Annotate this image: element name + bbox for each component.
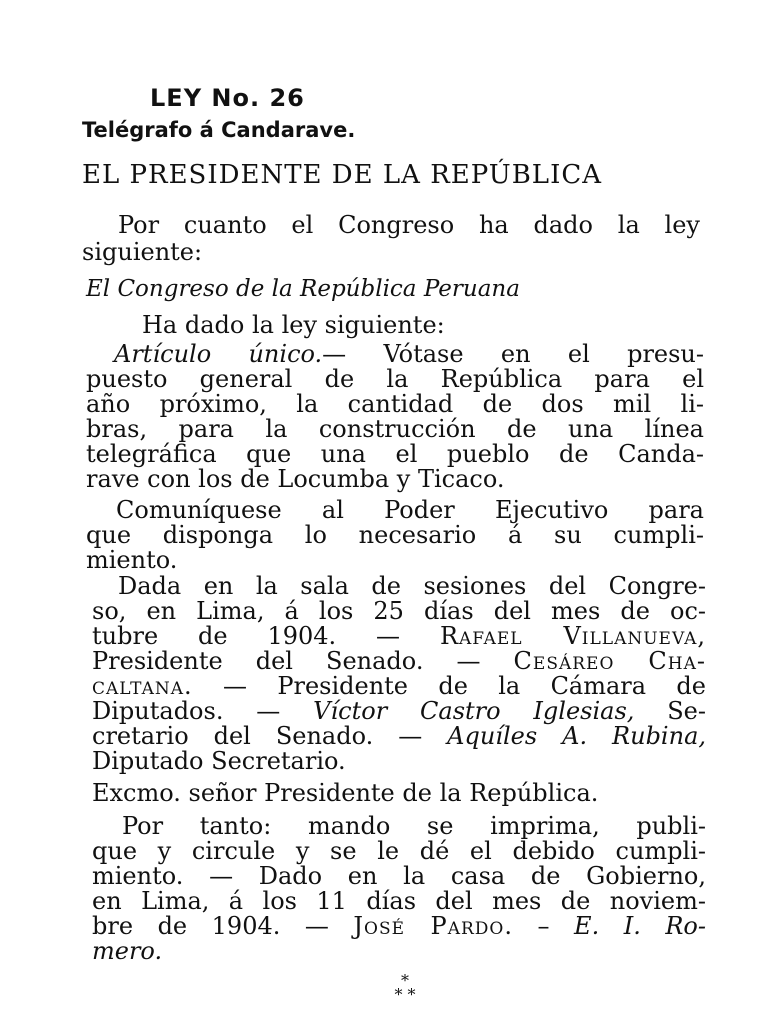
articulo-line-1	[86, 342, 704, 367]
dada-line-8: Diputado Secretario.	[92, 747, 346, 775]
portanto-line-1: Por tanto: mando se imprima, publi-	[122, 812, 706, 840]
signature-villanueva: Rafael Villanueva,	[439, 622, 706, 650]
signature-chacaltana-part1: Cesáreo Cha-	[513, 647, 707, 675]
asterism-ornament	[375, 971, 435, 1004]
signature-chacaltana-part2: caltana.	[92, 672, 193, 700]
signature-pardo: José Pardo.	[353, 912, 513, 940]
articulo-line-6: rave con los de Locumba y Ticaco.	[86, 465, 505, 493]
congress-line: El Congreso de la República Peruana	[86, 276, 520, 302]
articulo-paragraph	[86, 342, 704, 492]
law-number: LEY No. 26	[150, 84, 305, 112]
preamble-paragraph	[82, 212, 700, 266]
dada-line-1: Dada en la sala de sesiones del Congre-	[118, 572, 706, 600]
asterism-top-star: *	[401, 971, 409, 990]
dada-line-4-text: Presidente del Senado. —	[92, 647, 514, 675]
articulo-label: Artículo único.	[114, 340, 323, 368]
articulo-line-5: telegráfica que una el pueblo de Canda-	[86, 440, 704, 468]
dada-line-7-text: cretario del Senado. —	[92, 722, 448, 750]
portanto-line-3: miento. — Dado en la casa de Gobierno,	[92, 862, 706, 890]
dada-line-3-text: tubre de 1904. —	[92, 622, 440, 650]
excmo-line: Excmo. señor Presidente de la República.	[92, 779, 599, 807]
dada-line-4	[92, 649, 706, 674]
portanto-line-5-text: bre de 1904. —	[92, 912, 354, 940]
dada-line-5	[92, 674, 706, 699]
dada-line-3	[92, 624, 706, 649]
signature-romero-part2: mero.	[92, 937, 163, 965]
portanto-paragraph	[92, 814, 706, 964]
dada-paragraph	[92, 574, 706, 774]
preamble-line-2: siguiente:	[82, 238, 203, 266]
articulo-line-4: bras, para la construcción de una línea	[86, 415, 704, 443]
articulo-line-2: puesto general de la República para el	[86, 365, 704, 393]
asterism-bottom-stars: * *	[394, 985, 416, 1004]
portanto-line-4: en Lima, á los 11 días del mes de noviem-	[92, 887, 706, 915]
signature-romero-part1: E. I. Ro-	[574, 912, 706, 940]
preamble-line-1: Por cuanto el Congreso ha dado la ley	[118, 211, 700, 239]
dada-line-6-text: Diputados. —	[92, 697, 314, 725]
comuniquese-paragraph	[86, 498, 704, 573]
articulo-line-3: año próximo, la cantidad de dos mil li-	[86, 390, 704, 418]
articulo-line-1-text: — Vótase en el presu-	[322, 340, 704, 368]
portanto-line-5	[92, 914, 706, 939]
ha-dado-line: Ha dado la ley siguiente:	[142, 311, 445, 339]
comuniquese-line-2: que disponga lo necesario á su cumpli-	[86, 521, 704, 549]
dada-line-7	[92, 724, 706, 749]
portanto-line-2: que y circule y se le dé el debido cumpli-	[92, 837, 706, 865]
president-heading: EL PRESIDENTE DE LA REPÚBLICA	[82, 160, 603, 190]
comuniquese-line-3: miento.	[86, 546, 178, 574]
comuniquese-line-1: Comuníquese al Poder Ejecutivo para	[116, 496, 704, 524]
law-subtitle: Telégrafo á Candarave.	[82, 118, 356, 142]
signature-rubina: Aquíles A. Rubina,	[447, 722, 707, 750]
portanto-line-5-dash: –	[512, 912, 575, 940]
dada-line-6-end: Se-	[634, 697, 706, 725]
dada-line-6	[92, 699, 706, 724]
dada-line-2: so, en Lima, á los 25 días del mes de oc-	[92, 597, 706, 625]
signature-castro-iglesias: Víctor Castro Iglesias,	[313, 697, 635, 725]
dada-line-5-text: — Presidente de la Cámara de	[192, 672, 706, 700]
